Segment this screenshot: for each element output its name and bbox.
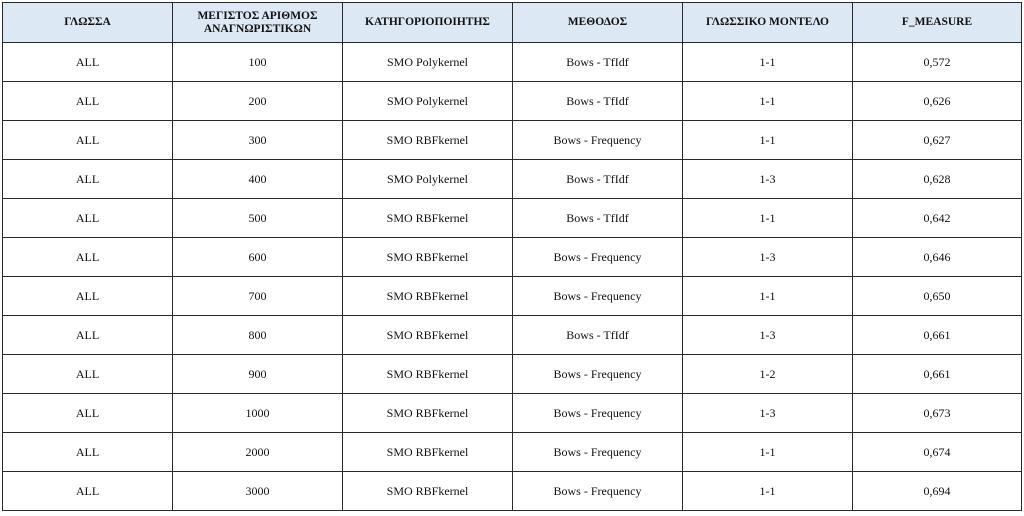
table-row [3, 433, 1022, 472]
table-body [3, 43, 1022, 511]
header-classifier: ΚΑΤΗΓΟΡΙΟΠΟΙΗΤΗΣ [343, 3, 513, 43]
table-row [3, 316, 1022, 355]
cell-f-measure: 0,627 [853, 121, 1022, 160]
cell-classifier: SMO RBFkernel [343, 472, 513, 511]
cell-classifier: SMO Polykernel [343, 82, 513, 121]
cell-language: ALL [3, 82, 173, 121]
cell-method: Bows - Frequency [513, 472, 683, 511]
results-table [2, 2, 1022, 511]
cell-max-features: 200 [173, 82, 343, 121]
cell-max-features: 700 [173, 277, 343, 316]
cell-method: Bows - Frequency [513, 277, 683, 316]
cell-language: ALL [3, 277, 173, 316]
cell-classifier: SMO RBFkernel [343, 121, 513, 160]
cell-method: Bows - Frequency [513, 394, 683, 433]
cell-method: Bows - TfIdf [513, 316, 683, 355]
cell-f-measure: 0,661 [853, 355, 1022, 394]
header-max-features: ΜΕΓΙΣΤΟΣ ΑΡΙΘΜΟΣ ΑΝΑΓΝΩΡΙΣΤΙΚΩΝ [173, 3, 343, 43]
cell-f-measure: 0,694 [853, 472, 1022, 511]
table-row [3, 121, 1022, 160]
cell-method: Bows - Frequency [513, 121, 683, 160]
cell-language-model: 1-1 [683, 277, 853, 316]
cell-language: ALL [3, 160, 173, 199]
cell-method: Bows - TfIdf [513, 43, 683, 82]
header-row [3, 3, 1022, 43]
cell-language-model: 1-1 [683, 433, 853, 472]
cell-classifier: SMO Polykernel [343, 160, 513, 199]
cell-language-model: 1-3 [683, 238, 853, 277]
cell-f-measure: 0,642 [853, 199, 1022, 238]
header-method: ΜΕΘΟΔΟΣ [513, 3, 683, 43]
cell-f-measure: 0,661 [853, 316, 1022, 355]
cell-method: Bows - Frequency [513, 433, 683, 472]
cell-language: ALL [3, 355, 173, 394]
cell-classifier: SMO RBFkernel [343, 355, 513, 394]
table-row [3, 277, 1022, 316]
cell-max-features: 3000 [173, 472, 343, 511]
cell-method: Bows - TfIdf [513, 160, 683, 199]
cell-max-features: 900 [173, 355, 343, 394]
cell-max-features: 800 [173, 316, 343, 355]
cell-f-measure: 0,628 [853, 160, 1022, 199]
cell-f-measure: 0,674 [853, 433, 1022, 472]
cell-f-measure: 0,650 [853, 277, 1022, 316]
cell-method: Bows - Frequency [513, 238, 683, 277]
header-language-model: ΓΛΩΣΣΙΚΟ ΜΟΝΤΕΛΟ [683, 3, 853, 43]
header-language: ΓΛΩΣΣΑ [3, 3, 173, 43]
table-header [3, 3, 1022, 43]
cell-language-model: 1-3 [683, 316, 853, 355]
cell-max-features: 300 [173, 121, 343, 160]
cell-classifier: SMO RBFkernel [343, 394, 513, 433]
cell-language-model: 1-1 [683, 472, 853, 511]
table-row [3, 394, 1022, 433]
table-row [3, 355, 1022, 394]
table-row [3, 238, 1022, 277]
cell-f-measure: 0,673 [853, 394, 1022, 433]
cell-method: Bows - TfIdf [513, 82, 683, 121]
cell-classifier: SMO RBFkernel [343, 433, 513, 472]
table-row [3, 82, 1022, 121]
cell-language-model: 1-1 [683, 199, 853, 238]
table-row [3, 199, 1022, 238]
cell-language: ALL [3, 433, 173, 472]
cell-language: ALL [3, 199, 173, 238]
cell-max-features: 1000 [173, 394, 343, 433]
cell-max-features: 600 [173, 238, 343, 277]
table-row [3, 160, 1022, 199]
cell-classifier: SMO RBFkernel [343, 316, 513, 355]
cell-classifier: SMO RBFkernel [343, 199, 513, 238]
cell-classifier: SMO Polykernel [343, 43, 513, 82]
cell-f-measure: 0,646 [853, 238, 1022, 277]
cell-language-model: 1-1 [683, 82, 853, 121]
cell-classifier: SMO RBFkernel [343, 277, 513, 316]
cell-language-model: 1-3 [683, 160, 853, 199]
cell-f-measure: 0,626 [853, 82, 1022, 121]
cell-max-features: 2000 [173, 433, 343, 472]
cell-language-model: 1-2 [683, 355, 853, 394]
table-row [3, 472, 1022, 511]
cell-language: ALL [3, 238, 173, 277]
cell-language: ALL [3, 316, 173, 355]
cell-max-features: 100 [173, 43, 343, 82]
cell-language: ALL [3, 472, 173, 511]
header-f-measure: F_MEASURE [853, 3, 1022, 43]
cell-method: Bows - Frequency [513, 355, 683, 394]
cell-language: ALL [3, 394, 173, 433]
cell-classifier: SMO RBFkernel [343, 238, 513, 277]
table-row [3, 43, 1022, 82]
cell-language: ALL [3, 121, 173, 160]
cell-method: Bows - TfIdf [513, 199, 683, 238]
cell-max-features: 500 [173, 199, 343, 238]
cell-language-model: 1-1 [683, 121, 853, 160]
cell-language-model: 1-1 [683, 43, 853, 82]
cell-max-features: 400 [173, 160, 343, 199]
cell-language-model: 1-3 [683, 394, 853, 433]
cell-language: ALL [3, 43, 173, 82]
cell-f-measure: 0,572 [853, 43, 1022, 82]
